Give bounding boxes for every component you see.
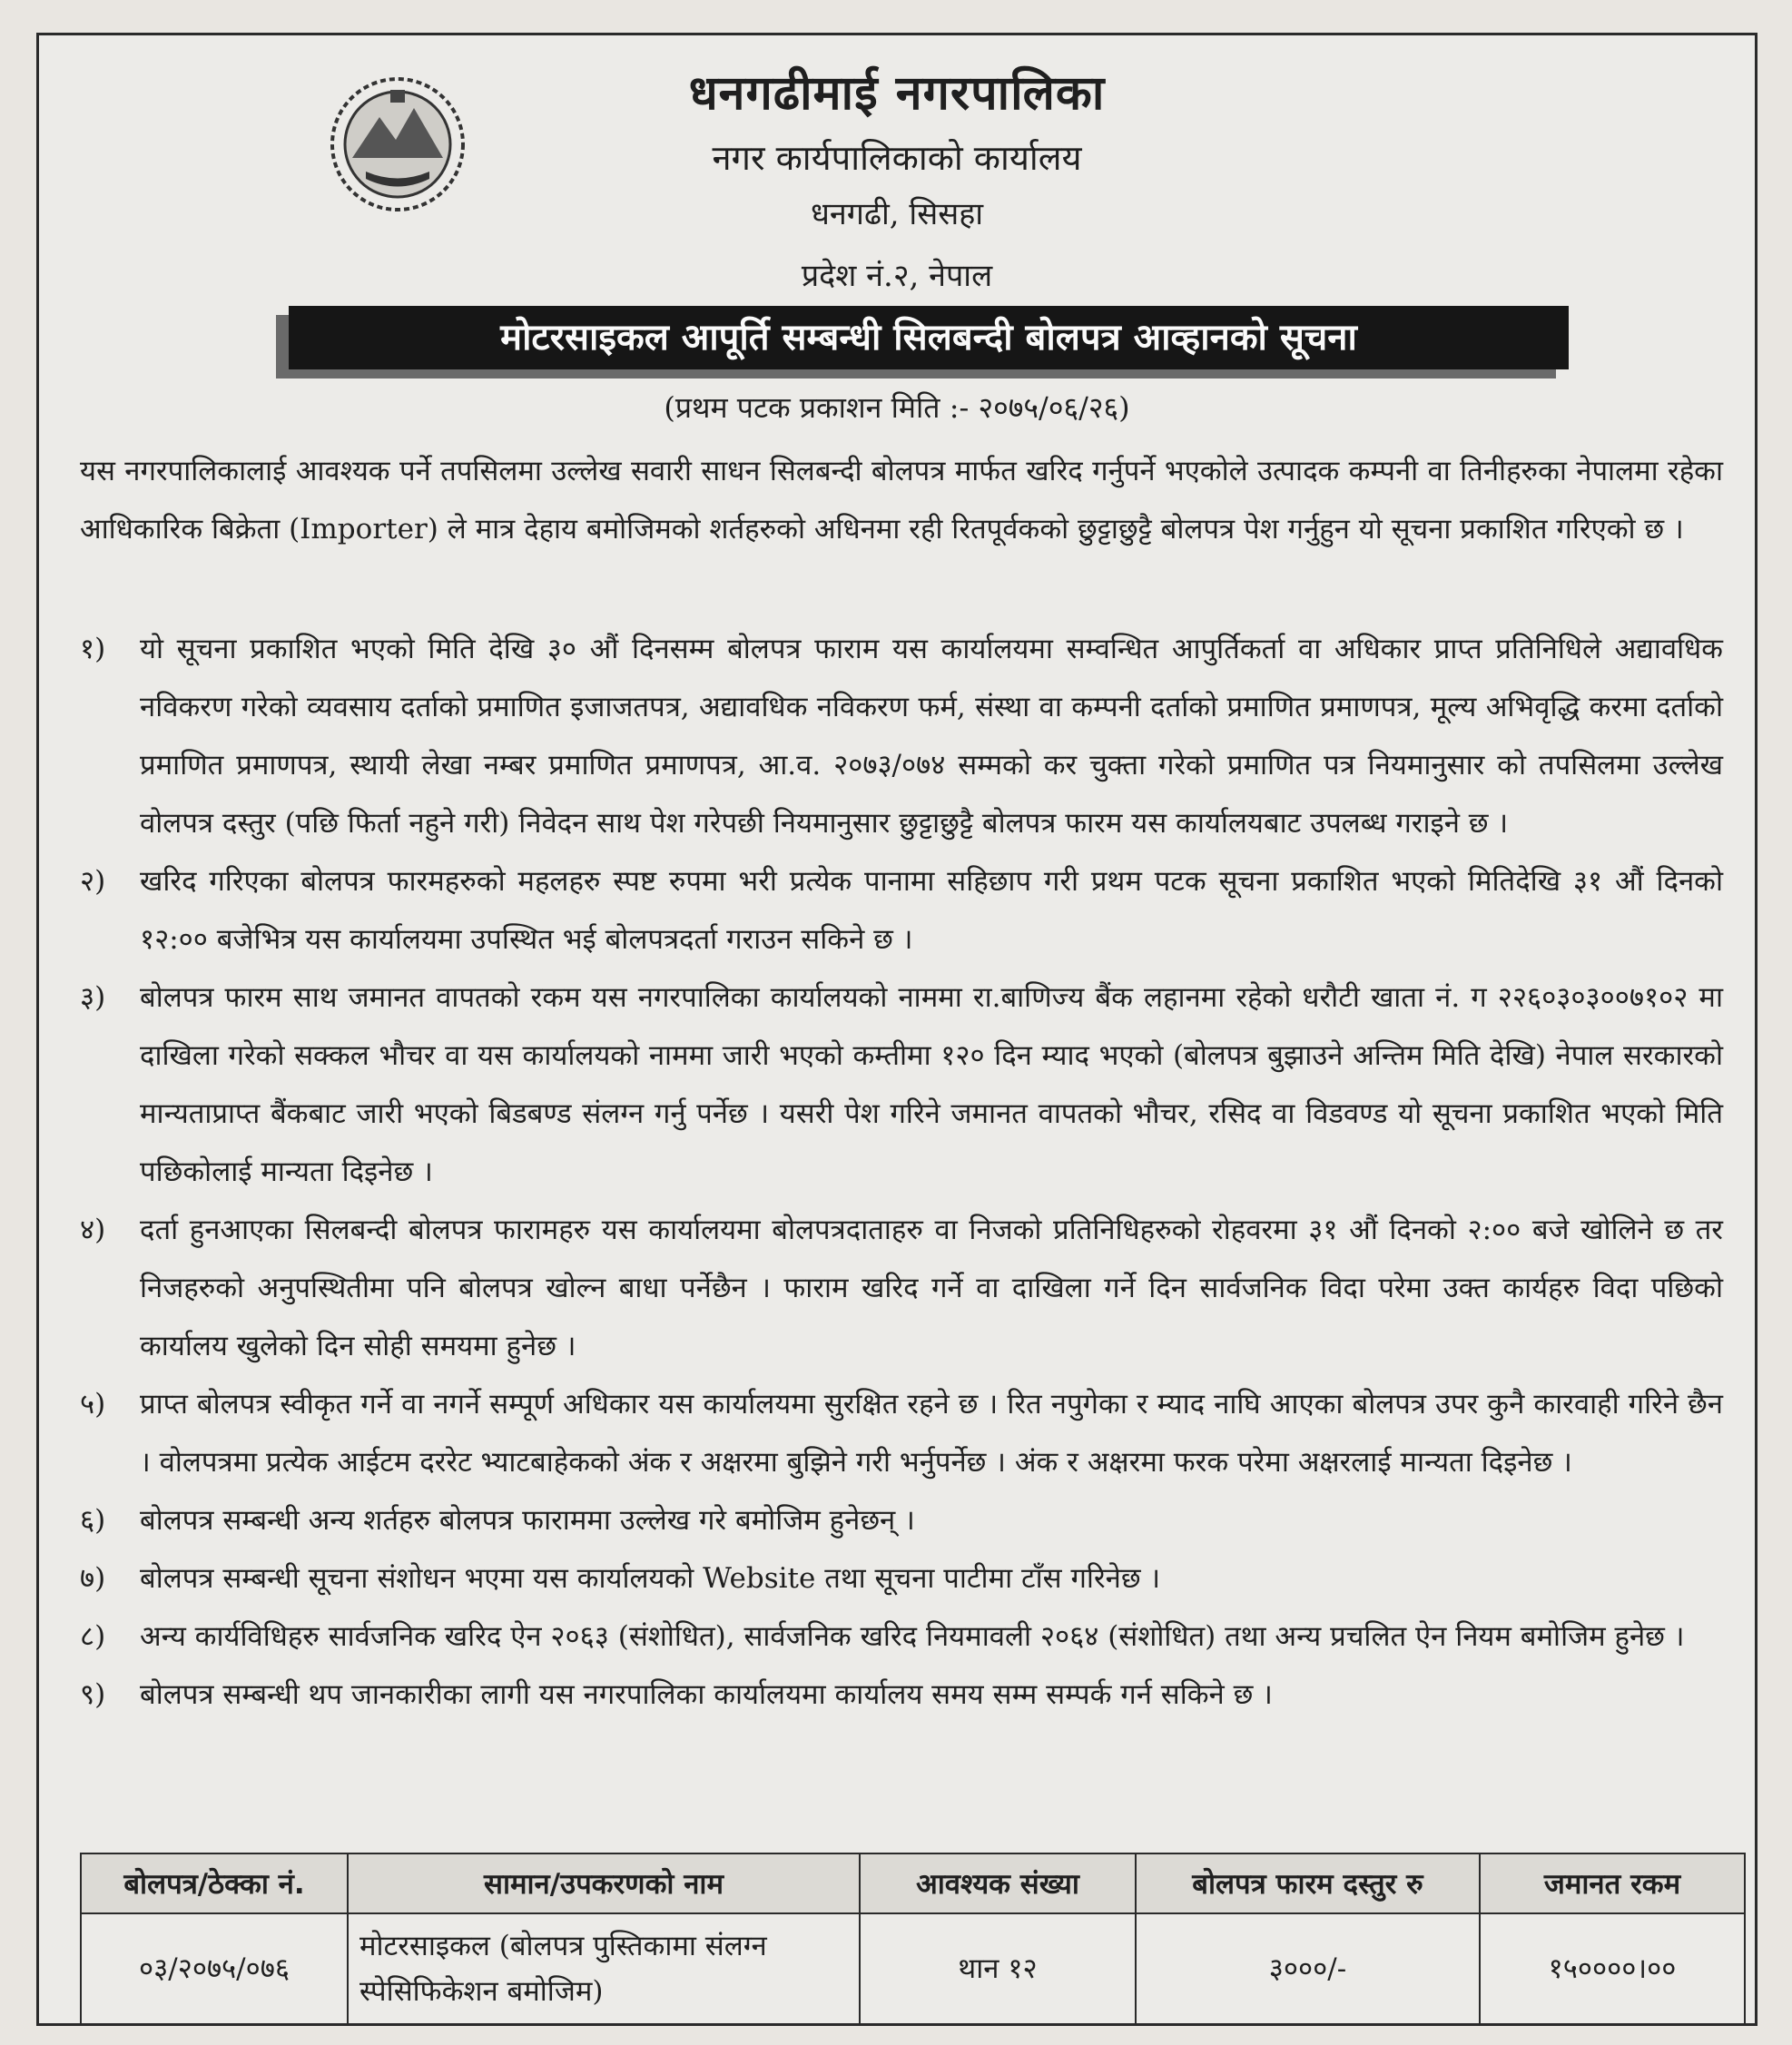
bid-table bbox=[80, 1853, 1746, 2025]
condition-text: खरिद गरिएका बोलपत्र फारमहरुको महलहरु स्पष्ट रुपमा भरी प्रत्येक पानामा सहिछाप गरी प्रथम पटक सूचना प्रकाशित भएको मितिदेखि ३१ औं दिनको १२:०० बजेभित्र यस कार्यालयमा उपस्थित भई बोलपत्रदर्ता गराउन सकिने छ । bbox=[140, 865, 1723, 956]
cell-item-name: मोटरसाइकल (बोलपत्र पुस्तिकामा संलग्न स्पेसिफिकेशन बमोजिम) bbox=[348, 1913, 860, 2024]
condition-text: बोलपत्र सम्बन्धी सूचना संशोधन भएमा यस कार्यालयको Website तथा सूचना पाटीमा टाँस गरिनेछ । bbox=[140, 1562, 1161, 1595]
condition-item bbox=[80, 1201, 1723, 1375]
notice-heading: मोटरसाइकल आपूर्ति सम्बन्धी सिलबन्दी बोलपत्र आव्हानको सूचना bbox=[289, 306, 1569, 369]
header-quantity: आवश्यक संख्या bbox=[860, 1853, 1136, 1913]
office-province: प्रदेश नं.२, नेपाल bbox=[801, 258, 993, 294]
condition-item bbox=[80, 1491, 1723, 1549]
condition-number: ४) bbox=[80, 1214, 106, 1246]
cell-quantity: थान १२ bbox=[860, 1913, 1136, 2024]
notice-intro: यस नगरपालिकालाई आवश्यक पर्ने तपसिलमा उल्लेख सवारी साधन सिलबन्दी बोलपत्र मार्फत खरिद गर्नुपर्ने भएकोले उत्पादक कम्पनी वा तिनीहरुका नेपालमा रहेका आधिकारिक बिक्रेता (Importer) ले मात्र देहाय बमोजिमको शर्तहरुको अधिनमा रही रितपूर्वकको छुट्टाछुट्टै बोलपत्र पेश गर्नुहुन यो सूचना प्रकाशित गरिएको छ । bbox=[80, 455, 1723, 546]
condition-text: बोलपत्र फारम साथ जमानत वापतको रकम यस नगरपालिका कार्यालयको नाममा रा.बाणिज्य बैंक लहानमा रहेको धरौटी खाता नं. ग २२६०३०३००७१०२ मा दाखिला गरेको सक्कल भौचर वा यस कार्यालयको नाममा जारी भएको कम्तीमा १२० दिन म्याद भएको (बोलपत्र बुझाउने अन्तिम मिति देखि) नेपाल सरकारको मान्यताप्राप्त बैंकबाट जारी भएको बिडबण्ड संलग्न गर्नु पर्नेछ । यसरी पेश गरिने जमानत वापतको भौचर, रसिद वा विडवण्ड यो सूचना प्रकाशित भएको मिति पछिकोलाई मान्यता दिइनेछ । bbox=[140, 981, 1724, 1188]
condition-item bbox=[80, 620, 1723, 852]
condition-number: ७) bbox=[80, 1562, 106, 1595]
condition-item bbox=[80, 1375, 1723, 1491]
condition-item bbox=[80, 1549, 1723, 1607]
condition-text: दर्ता हुनआएका सिलबन्दी बोलपत्र फारामहरु यस कार्यालयमा बोलपत्रदाताहरु वा निजको प्रतिनिधिहरुको रोहवरमा ३१ औं दिनको २:०० बजे खोलिने छ तर निजहरुको अनुपस्थितीमा पनि बोलपत्र खोल्न बाधा पर्नेछैन । फाराम खरिद गर्ने वा दाखिला गर्ने दिन सार्वजनिक विदा परेमा उक्त कार्यहरु विदा पछिको कार्यालय खुलेको दिन सोही समयमा हुनेछ । bbox=[140, 1214, 1723, 1362]
bid-table-header-row bbox=[81, 1853, 1745, 1913]
condition-item bbox=[80, 968, 1723, 1201]
condition-text: प्राप्त बोलपत्र स्वीकृत गर्ने वा नगर्ने सम्पूर्ण अधिकार यस कार्यालयमा सुरक्षित रहने छ । रित नपुगेका र म्याद नाघि आएका बोलपत्र उपर कुनै कारवाही गरिने छैन । वोलपत्रमा प्रत्येक आईटम दररेट भ्याटबाहेकको अंक र अक्षरमा बुझिने गरी भर्नुपर्नेछ । अंक र अक्षरमा फरक परेमा अक्षरलाई मान्यता दिइनेछ । bbox=[140, 1388, 1723, 1479]
condition-number: ८) bbox=[80, 1620, 106, 1653]
table-row bbox=[81, 1913, 1745, 2024]
cell-security-amount: १५००००।०० bbox=[1480, 1913, 1745, 2024]
office-address: धनगढी, सिसहा bbox=[810, 196, 984, 232]
cell-bid-number: ०३/२०७५/०७६ bbox=[81, 1913, 348, 2024]
condition-text: बोलपत्र सम्बन्धी थप जानकारीका लागी यस नगरपालिका कार्यालयमा कार्यालय समय सम्म सम्पर्क गर्न सकिने छ । bbox=[140, 1678, 1273, 1711]
notice-frame bbox=[36, 33, 1758, 2026]
condition-number: ५) bbox=[80, 1388, 106, 1421]
condition-item bbox=[80, 1666, 1723, 1724]
cell-form-fee: ३०००/- bbox=[1136, 1913, 1480, 2024]
condition-item bbox=[80, 852, 1723, 968]
condition-text: यो सूचना प्रकाशित भएको मिति देखि ३० औं दिनसम्म बोलपत्र फाराम यस कार्यालयमा सम्वन्धित आपुर्तिकर्ता वा अधिकार प्राप्त प्रतिनिधिले अद्यावधिक नविकरण गरेको व्यवसाय दर्ताको प्रमाणित इजाजतपत्र, अद्यावधिक नविकरण फर्म, संस्था वा कम्पनी दर्ताको प्रमाणित प्रमाणपत्र, मूल्य अभिवृद्धि करमा दर्ताको प्रमाणित प्रमाणपत्र, स्थायी लेखा नम्बर प्रमाणित प्रमाणपत्र, आ.व. २०७३/०७४ सम्मको कर चुक्ता गरेको प्रमाणित पत्र नियमानुसार को तपसिलमा उल्लेख वोलपत्र दस्तुर (पछि फिर्ता नहुने गरी) निवेदन साथ पेश गरेपछी नियमानुसार छुट्टाछुट्टै बोलपत्र फारम यस कार्यालयबाट उपलब्ध गराइने छ । bbox=[140, 633, 1723, 840]
conditions-list bbox=[80, 620, 1723, 1724]
header-security-amount: जमानत रकम bbox=[1480, 1853, 1745, 1913]
condition-text: बोलपत्र सम्बन्धी अन्य शर्तहरु बोलपत्र फाराममा उल्लेख गरे बमोजिम हुनेछन् । bbox=[140, 1504, 915, 1537]
condition-number: १) bbox=[80, 633, 106, 665]
condition-number: ९) bbox=[80, 1678, 106, 1711]
condition-text: अन्य कार्यविधिहरु सार्वजनिक खरिद ऐन २०६३ (संशोधित), सार्वजनिक खरिद नियमावली २०६४ (संशोधित) तथा अन्य प्रचलित ऐन नियम बमोजिम हुनेछ । bbox=[140, 1620, 1685, 1653]
office-title: धनगढीमाई नगरपालिका bbox=[688, 66, 1106, 121]
condition-item bbox=[80, 1607, 1723, 1666]
header-form-fee: बोलपत्र फारम दस्तुर रु bbox=[1136, 1853, 1480, 1913]
condition-number: ३) bbox=[80, 981, 106, 1014]
office-subtitle: नगर कार्यपालिकाको कार्यालय bbox=[712, 138, 1082, 178]
header-bid-number: बोलपत्र/ठेक्का नं. bbox=[81, 1853, 348, 1913]
condition-number: ६) bbox=[80, 1504, 106, 1537]
condition-number: २) bbox=[80, 865, 106, 898]
header-item-name: सामान/उपकरणको नाम bbox=[348, 1853, 860, 1913]
publication-date: (प्रथम पटक प्रकाशन मिति :- २०७५/०६/२६) bbox=[664, 390, 1130, 425]
